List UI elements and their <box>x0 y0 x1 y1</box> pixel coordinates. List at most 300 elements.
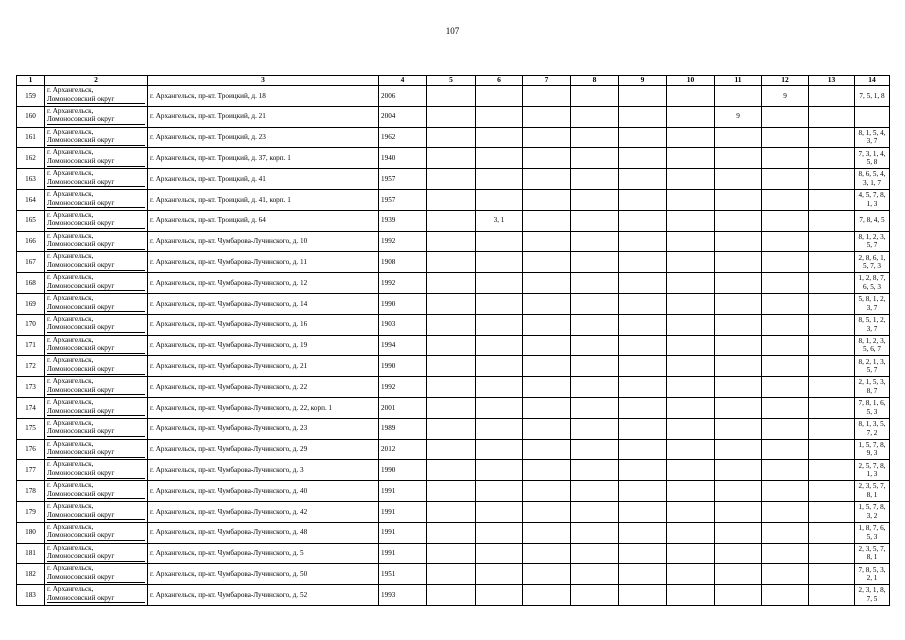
column-header-8: 8 <box>571 76 619 86</box>
page-number: 107 <box>445 26 460 36</box>
column-7-cell <box>523 460 571 481</box>
table-row <box>17 293 890 314</box>
column-7-cell <box>523 127 571 148</box>
column-7-cell <box>523 356 571 377</box>
column-9-cell <box>619 481 667 502</box>
row-number-cell: 178 <box>17 481 45 502</box>
area-line: г. Архангельск, <box>47 169 94 178</box>
column-8-cell <box>571 169 619 190</box>
column-13-cell <box>809 252 855 273</box>
column-7-cell <box>523 86 571 107</box>
column-13-cell <box>809 501 855 522</box>
year-cell: 1994 <box>379 335 427 356</box>
column-10-cell <box>667 564 715 585</box>
row-number-cell: 174 <box>17 397 45 418</box>
column-12-cell <box>762 564 809 585</box>
column-8-cell <box>571 127 619 148</box>
column-9-cell <box>619 231 667 252</box>
column-14-cell: 8, 1, 3, 5, 7, 2 <box>855 418 890 439</box>
column-14-cell: 2, 8, 6, 1, 5, 7, 3 <box>855 252 890 273</box>
column-8-cell <box>571 273 619 294</box>
row-number-cell: 175 <box>17 418 45 439</box>
column-9-cell <box>619 377 667 398</box>
column-9-cell <box>619 418 667 439</box>
area-line: г. Архангельск, <box>47 418 94 427</box>
column-11-cell <box>715 273 762 294</box>
column-7-cell <box>523 273 571 294</box>
area-line: Ломоносовский округ <box>47 511 145 521</box>
area-line: Ломоносовский округ <box>47 344 145 354</box>
column-10-cell <box>667 231 715 252</box>
column-13-cell <box>809 293 855 314</box>
area-cell <box>45 397 148 418</box>
address-cell: г. Архангельск, пр-кт. Чумбарова-Лучинского, д. 21 <box>148 356 379 377</box>
column-8-cell <box>571 460 619 481</box>
column-13-cell <box>809 439 855 460</box>
column-11-cell: 9 <box>715 106 762 127</box>
area-line: Ломоносовский округ <box>47 219 145 229</box>
row-number-cell: 172 <box>17 356 45 377</box>
column-12-cell <box>762 585 809 606</box>
row-number-cell: 162 <box>17 148 45 169</box>
table-row <box>17 252 890 273</box>
column-11-cell <box>715 314 762 335</box>
address-cell: г. Архангельск, пр-кт. Чумбарова-Лучинского, д. 23 <box>148 418 379 439</box>
column-14-cell: 8, 6, 5, 4, 3, 1, 7 <box>855 169 890 190</box>
column-10-cell <box>667 169 715 190</box>
column-14-cell: 1, 2, 8, 7, 6, 5, 3 <box>855 273 890 294</box>
column-header-7: 7 <box>523 76 571 86</box>
area-line: Ломоносовский округ <box>47 573 145 583</box>
column-9-cell <box>619 127 667 148</box>
column-5-cell <box>427 169 476 190</box>
year-cell: 1992 <box>379 377 427 398</box>
column-14-cell: 7, 3, 1, 4, 5, 8 <box>855 148 890 169</box>
column-12-cell <box>762 439 809 460</box>
column-14-cell: 8, 1, 5, 4, 3, 7 <box>855 127 890 148</box>
column-12-cell <box>762 397 809 418</box>
column-9-cell <box>619 86 667 107</box>
column-9-cell <box>619 169 667 190</box>
column-14-cell: 7, 5, 1, 8 <box>855 86 890 107</box>
column-14-cell: 7, 8, 5, 3, 2, 1 <box>855 564 890 585</box>
table-body <box>17 86 890 606</box>
address-cell: г. Архангельск, пр-кт. Троицкий, д. 21 <box>148 106 379 127</box>
column-9-cell <box>619 293 667 314</box>
column-header-3: 3 <box>148 76 379 86</box>
column-6-cell <box>476 522 523 543</box>
column-7-cell <box>523 564 571 585</box>
column-7-cell <box>523 252 571 273</box>
column-8-cell <box>571 397 619 418</box>
column-5-cell <box>427 210 476 231</box>
column-5-cell <box>427 293 476 314</box>
column-11-cell <box>715 501 762 522</box>
year-cell: 2004 <box>379 106 427 127</box>
column-9-cell <box>619 189 667 210</box>
column-9-cell <box>619 252 667 273</box>
column-6-cell <box>476 418 523 439</box>
column-6-cell <box>476 460 523 481</box>
area-line: г. Архангельск, <box>47 356 94 365</box>
column-10-cell <box>667 273 715 294</box>
column-7-cell <box>523 481 571 502</box>
column-5-cell <box>427 356 476 377</box>
table-row <box>17 210 890 231</box>
column-8-cell <box>571 314 619 335</box>
column-header-2: 2 <box>45 76 148 86</box>
column-header-1: 1 <box>17 76 45 86</box>
register-table <box>16 75 890 606</box>
column-10-cell <box>667 481 715 502</box>
column-12-cell <box>762 460 809 481</box>
column-10-cell <box>667 585 715 606</box>
area-cell <box>45 169 148 190</box>
address-cell: г. Архангельск, пр-кт. Чумбарова-Лучинского, д. 19 <box>148 335 379 356</box>
column-10-cell <box>667 418 715 439</box>
area-line: Ломоносовский округ <box>47 115 145 125</box>
column-13-cell <box>809 148 855 169</box>
table-row <box>17 335 890 356</box>
year-cell: 1939 <box>379 210 427 231</box>
area-cell <box>45 564 148 585</box>
column-12-cell <box>762 169 809 190</box>
column-8-cell <box>571 356 619 377</box>
column-7-cell <box>523 335 571 356</box>
address-cell: г. Архангельск, пр-кт. Чумбарова-Лучинского, д. 22, корп. 1 <box>148 397 379 418</box>
column-12-cell <box>762 522 809 543</box>
column-10-cell <box>667 106 715 127</box>
column-14-cell: 5, 8, 1, 2, 3, 7 <box>855 293 890 314</box>
column-9-cell <box>619 585 667 606</box>
column-header-14: 14 <box>855 76 890 86</box>
column-5-cell <box>427 314 476 335</box>
column-13-cell <box>809 189 855 210</box>
year-cell: 2006 <box>379 86 427 107</box>
area-line: г. Архангельск, <box>47 127 94 136</box>
column-11-cell <box>715 148 762 169</box>
year-cell: 1990 <box>379 356 427 377</box>
column-9-cell <box>619 210 667 231</box>
column-11-cell <box>715 86 762 107</box>
year-cell: 1990 <box>379 293 427 314</box>
address-cell: г. Архангельск, пр-кт. Чумбарова-Лучинского, д. 11 <box>148 252 379 273</box>
column-9-cell <box>619 522 667 543</box>
row-number-cell: 169 <box>17 293 45 314</box>
row-number-cell: 159 <box>17 86 45 107</box>
year-cell: 2001 <box>379 397 427 418</box>
column-8-cell <box>571 148 619 169</box>
column-12-cell <box>762 314 809 335</box>
column-10-cell <box>667 335 715 356</box>
row-number-cell: 167 <box>17 252 45 273</box>
column-12-cell <box>762 501 809 522</box>
area-line: г. Архангельск, <box>47 397 94 406</box>
area-line: г. Архангельск, <box>47 148 94 157</box>
table-row <box>17 127 890 148</box>
column-13-cell <box>809 522 855 543</box>
address-cell: г. Архангельск, пр-кт. Чумбарова-Лучинского, д. 12 <box>148 273 379 294</box>
column-9-cell <box>619 460 667 481</box>
column-9-cell <box>619 564 667 585</box>
column-5-cell <box>427 377 476 398</box>
row-number-cell: 170 <box>17 314 45 335</box>
column-header-13: 13 <box>809 76 855 86</box>
row-number-cell: 173 <box>17 377 45 398</box>
header-row <box>17 76 890 86</box>
column-10-cell <box>667 127 715 148</box>
address-cell: г. Архангельск, пр-кт. Чумбарова-Лучинского, д. 5 <box>148 543 379 564</box>
column-8-cell <box>571 189 619 210</box>
column-9-cell <box>619 335 667 356</box>
column-12-cell <box>762 543 809 564</box>
column-8-cell <box>571 252 619 273</box>
area-cell <box>45 189 148 210</box>
column-8-cell <box>571 335 619 356</box>
area-line: г. Архангельск, <box>47 252 94 261</box>
area-cell <box>45 210 148 231</box>
column-11-cell <box>715 460 762 481</box>
row-number-cell: 179 <box>17 501 45 522</box>
column-6-cell <box>476 481 523 502</box>
area-cell <box>45 273 148 294</box>
column-13-cell <box>809 231 855 252</box>
column-7-cell <box>523 148 571 169</box>
area-cell <box>45 148 148 169</box>
column-11-cell <box>715 356 762 377</box>
row-number-cell: 168 <box>17 273 45 294</box>
column-9-cell <box>619 356 667 377</box>
column-14-cell: 2, 3, 5, 7, 8, 1 <box>855 543 890 564</box>
row-number-cell: 177 <box>17 460 45 481</box>
column-14-cell: 1, 8, 7, 6, 5, 3 <box>855 522 890 543</box>
area-line: Ломоносовский округ <box>47 261 145 271</box>
column-8-cell <box>571 86 619 107</box>
table-row <box>17 418 890 439</box>
area-cell <box>45 356 148 377</box>
column-11-cell <box>715 585 762 606</box>
column-14-cell <box>855 106 890 127</box>
area-line: г. Архангельск, <box>47 501 94 510</box>
year-cell: 1991 <box>379 522 427 543</box>
table-row <box>17 585 890 606</box>
column-9-cell <box>619 501 667 522</box>
area-cell <box>45 231 148 252</box>
year-cell: 1991 <box>379 501 427 522</box>
column-14-cell: 2, 3, 1, 8, 7, 5 <box>855 585 890 606</box>
column-7-cell <box>523 439 571 460</box>
column-8-cell <box>571 585 619 606</box>
column-12-cell: 9 <box>762 86 809 107</box>
column-header-11: 11 <box>715 76 762 86</box>
column-14-cell: 1, 5, 7, 8, 9, 3 <box>855 439 890 460</box>
column-8-cell <box>571 106 619 127</box>
area-cell <box>45 418 148 439</box>
column-6-cell <box>476 169 523 190</box>
area-line: г. Архангельск, <box>47 273 94 282</box>
column-13-cell <box>809 86 855 107</box>
address-cell: г. Архангельск, пр-кт. Чумбарова-Лучинского, д. 22 <box>148 377 379 398</box>
column-6-cell <box>476 564 523 585</box>
column-11-cell <box>715 231 762 252</box>
table-row <box>17 543 890 564</box>
column-10-cell <box>667 148 715 169</box>
year-cell: 1992 <box>379 231 427 252</box>
year-cell: 2012 <box>379 439 427 460</box>
column-5-cell <box>427 481 476 502</box>
area-line: г. Архангельск, <box>47 460 94 469</box>
area-line: Ломоносовский округ <box>47 95 145 105</box>
row-number-cell: 183 <box>17 585 45 606</box>
area-cell <box>45 543 148 564</box>
column-13-cell <box>809 397 855 418</box>
column-header-10: 10 <box>667 76 715 86</box>
address-cell: г. Архангельск, пр-кт. Троицкий, д. 41 <box>148 169 379 190</box>
column-7-cell <box>523 169 571 190</box>
area-line: Ломоносовский округ <box>47 199 145 209</box>
area-cell <box>45 335 148 356</box>
column-14-cell: 2, 5, 7, 8, 1, 3 <box>855 460 890 481</box>
table-row <box>17 356 890 377</box>
column-11-cell <box>715 481 762 502</box>
column-7-cell <box>523 418 571 439</box>
area-line: г. Архангельск, <box>47 564 94 573</box>
area-line: Ломоносовский округ <box>47 469 145 479</box>
column-7-cell <box>523 293 571 314</box>
column-8-cell <box>571 418 619 439</box>
area-cell <box>45 127 148 148</box>
column-6-cell <box>476 189 523 210</box>
area-cell <box>45 460 148 481</box>
column-11-cell <box>715 169 762 190</box>
area-line: Ломоносовский округ <box>47 365 145 375</box>
area-cell <box>45 314 148 335</box>
column-6-cell <box>476 148 523 169</box>
row-number-cell: 160 <box>17 106 45 127</box>
column-10-cell <box>667 501 715 522</box>
column-13-cell <box>809 210 855 231</box>
column-12-cell <box>762 335 809 356</box>
column-10-cell <box>667 210 715 231</box>
column-10-cell <box>667 397 715 418</box>
column-14-cell: 7, 8, 4, 5 <box>855 210 890 231</box>
column-9-cell <box>619 314 667 335</box>
column-12-cell <box>762 231 809 252</box>
year-cell: 1903 <box>379 314 427 335</box>
area-line: Ломоносовский округ <box>47 490 145 500</box>
column-14-cell: 8, 1, 2, 3, 5, 7 <box>855 231 890 252</box>
area-cell <box>45 293 148 314</box>
column-6-cell <box>476 106 523 127</box>
year-cell: 1992 <box>379 273 427 294</box>
column-12-cell <box>762 106 809 127</box>
address-cell: г. Архангельск, пр-кт. Чумбарова-Лучинского, д. 52 <box>148 585 379 606</box>
column-6-cell <box>476 86 523 107</box>
area-line: г. Архангельск, <box>47 314 94 323</box>
area-line: г. Архангельск, <box>47 377 94 386</box>
column-14-cell: 2, 3, 5, 7, 8, 1 <box>855 481 890 502</box>
area-line: г. Архангельск, <box>47 543 94 552</box>
column-5-cell <box>427 231 476 252</box>
table-row <box>17 460 890 481</box>
column-12-cell <box>762 210 809 231</box>
column-13-cell <box>809 585 855 606</box>
column-8-cell <box>571 231 619 252</box>
area-line: г. Архангельск, <box>47 335 94 344</box>
column-6-cell <box>476 127 523 148</box>
year-cell: 1991 <box>379 543 427 564</box>
column-13-cell <box>809 481 855 502</box>
column-7-cell <box>523 231 571 252</box>
area-cell <box>45 522 148 543</box>
year-cell: 1951 <box>379 564 427 585</box>
column-14-cell: 8, 2, 1, 3, 5, 7 <box>855 356 890 377</box>
year-cell: 1957 <box>379 169 427 190</box>
area-line: г. Архангельск, <box>47 106 94 115</box>
column-12-cell <box>762 418 809 439</box>
column-11-cell <box>715 397 762 418</box>
column-13-cell <box>809 356 855 377</box>
column-14-cell: 8, 1, 2, 3, 5, 6, 7 <box>855 335 890 356</box>
column-9-cell <box>619 397 667 418</box>
column-11-cell <box>715 439 762 460</box>
column-13-cell <box>809 127 855 148</box>
column-header-5: 5 <box>427 76 476 86</box>
area-line: г. Архангельск, <box>47 231 94 240</box>
column-6-cell <box>476 377 523 398</box>
column-10-cell <box>667 460 715 481</box>
table-row <box>17 189 890 210</box>
area-line: г. Архангельск, <box>47 210 94 219</box>
area-line: Ломоносовский округ <box>47 240 145 250</box>
column-6-cell <box>476 252 523 273</box>
column-6-cell <box>476 439 523 460</box>
row-number-cell: 180 <box>17 522 45 543</box>
column-5-cell <box>427 501 476 522</box>
table-row <box>17 481 890 502</box>
column-13-cell <box>809 418 855 439</box>
column-12-cell <box>762 127 809 148</box>
column-13-cell <box>809 460 855 481</box>
area-line: Ломоносовский округ <box>47 531 145 541</box>
table-row <box>17 231 890 252</box>
area-cell <box>45 501 148 522</box>
area-line: г. Архангельск, <box>47 585 94 594</box>
year-cell: 1993 <box>379 585 427 606</box>
column-5-cell <box>427 522 476 543</box>
column-14-cell: 4, 5, 7, 8, 1, 3 <box>855 189 890 210</box>
address-cell: г. Архангельск, пр-кт. Чумбарова-Лучинского, д. 14 <box>148 293 379 314</box>
column-5-cell <box>427 543 476 564</box>
address-cell: г. Архангельск, пр-кт. Троицкий, д. 18 <box>148 86 379 107</box>
area-cell <box>45 377 148 398</box>
table-row <box>17 86 890 107</box>
column-6-cell <box>476 273 523 294</box>
column-11-cell <box>715 418 762 439</box>
area-line: Ломоносовский округ <box>47 594 145 604</box>
row-number-cell: 166 <box>17 231 45 252</box>
area-line: Ломоносовский округ <box>47 448 145 458</box>
row-number-cell: 176 <box>17 439 45 460</box>
address-cell: г. Архангельск, пр-кт. Троицкий, д. 41, корп. 1 <box>148 189 379 210</box>
column-12-cell <box>762 377 809 398</box>
table-row <box>17 564 890 585</box>
column-12-cell <box>762 252 809 273</box>
area-line: Ломоносовский округ <box>47 407 145 417</box>
area-line: Ломоносовский округ <box>47 552 145 562</box>
column-13-cell <box>809 106 855 127</box>
column-7-cell <box>523 106 571 127</box>
